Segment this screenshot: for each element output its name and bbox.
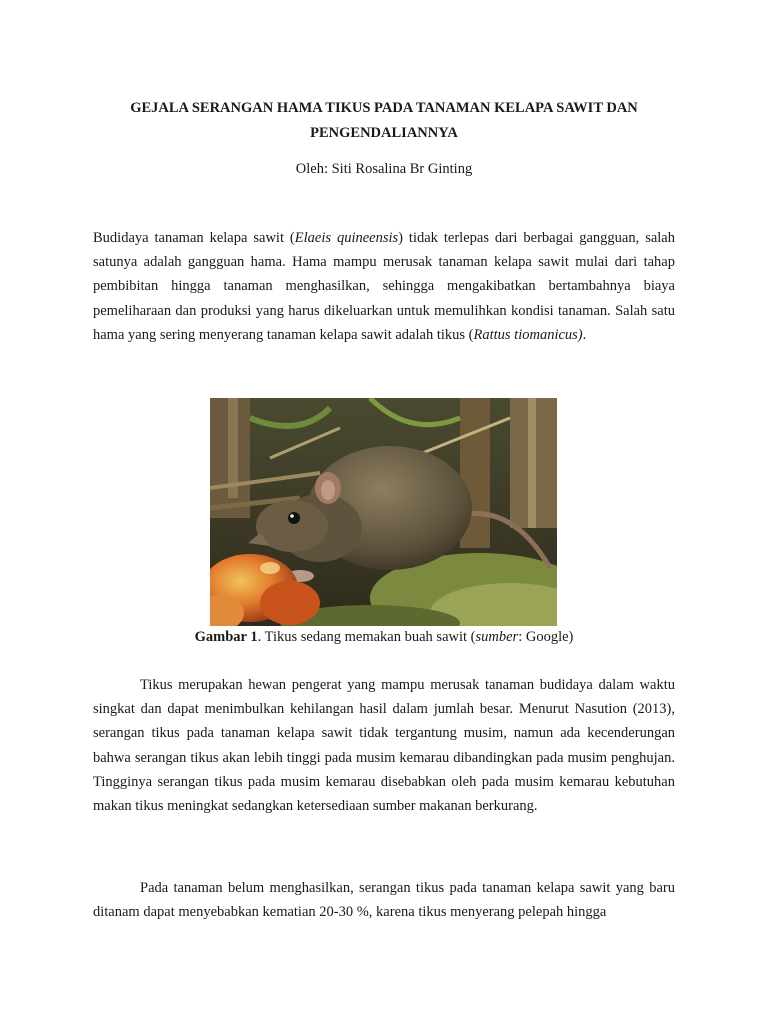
species-name-rat: Rattus tiomanicus) <box>473 326 583 343</box>
paragraph-immature-plants: Pada tanaman belum menghasilkan, serangan tikus pada tanaman kelapa sawit yang baru ditanam dapat menyebabkan kematian 20-30 %, karena tikus menyerang pelepah hingga <box>93 880 675 921</box>
title-line-2: PENGENDALIANNYA <box>310 125 458 141</box>
figure-label: Gambar 1 <box>194 629 258 645</box>
author-line: Oleh: Siti Rosalina Br Ginting <box>295 161 473 177</box>
figure-caption-text: . Tikus sedang memakan buah sawit ( <box>257 629 476 645</box>
figure-source: : Google) <box>518 629 574 645</box>
title-line-1: GEJALA SERANGAN HAMA TIKUS PADA TANAMAN KELAPA SAWIT DAN <box>130 100 638 116</box>
photo-illustration <box>210 398 557 626</box>
figure-caption <box>90 626 678 648</box>
paragraph-rat-damage: Tikus merupakan hewan pengerat yang mampu merusak tanaman budidaya dalam waktu singkat dan dapat menimbulkan kehilangan hasil dalam jumlah besar. Menurut Nasution (2013), serangan tikus pada tanaman kelapa sawit tidak tergantung musim, namun ada kecenderungan bahwa serangan tikus akan lebih tinggi pada musim kemarau dibandingkan pada musim penghujan. Tingginya serangan tikus pada musim kemarau disebabkan oleh pada musim kemarau kebutuhan makan tikus meningkat sedangkan ketersediaan sumber makanan berkurang. <box>93 677 675 815</box>
paragraph-intro-text-1: Budidaya tanaman kelapa sawit ( <box>93 230 295 246</box>
figure-source-label: sumber <box>475 629 519 645</box>
paragraph-intro <box>93 226 675 347</box>
species-name-palm: Elaeis quineensis <box>294 230 399 246</box>
document-title <box>90 96 678 146</box>
paragraph-intro-text-2: ) tidak terlepas dari berbagai gangguan, salah satunya adalah gangguan hama. Hama mampu merusak tanaman kelapa sawit mulai dari tahap pembibitan hingga tanaman menghasilkan, sehingga mengakibatkan bertambahnya biaya pemeliharaan dan produksi yang harus dikeluarkan untuk memulihkan kondisi tanaman. Salah satu hama yang sering menyerang tanaman kelapa sawit adalah tikus ( <box>93 230 675 343</box>
rat-eating-palm-fruit-photo <box>210 398 557 626</box>
paragraph-intro-text-3: . <box>582 326 587 343</box>
